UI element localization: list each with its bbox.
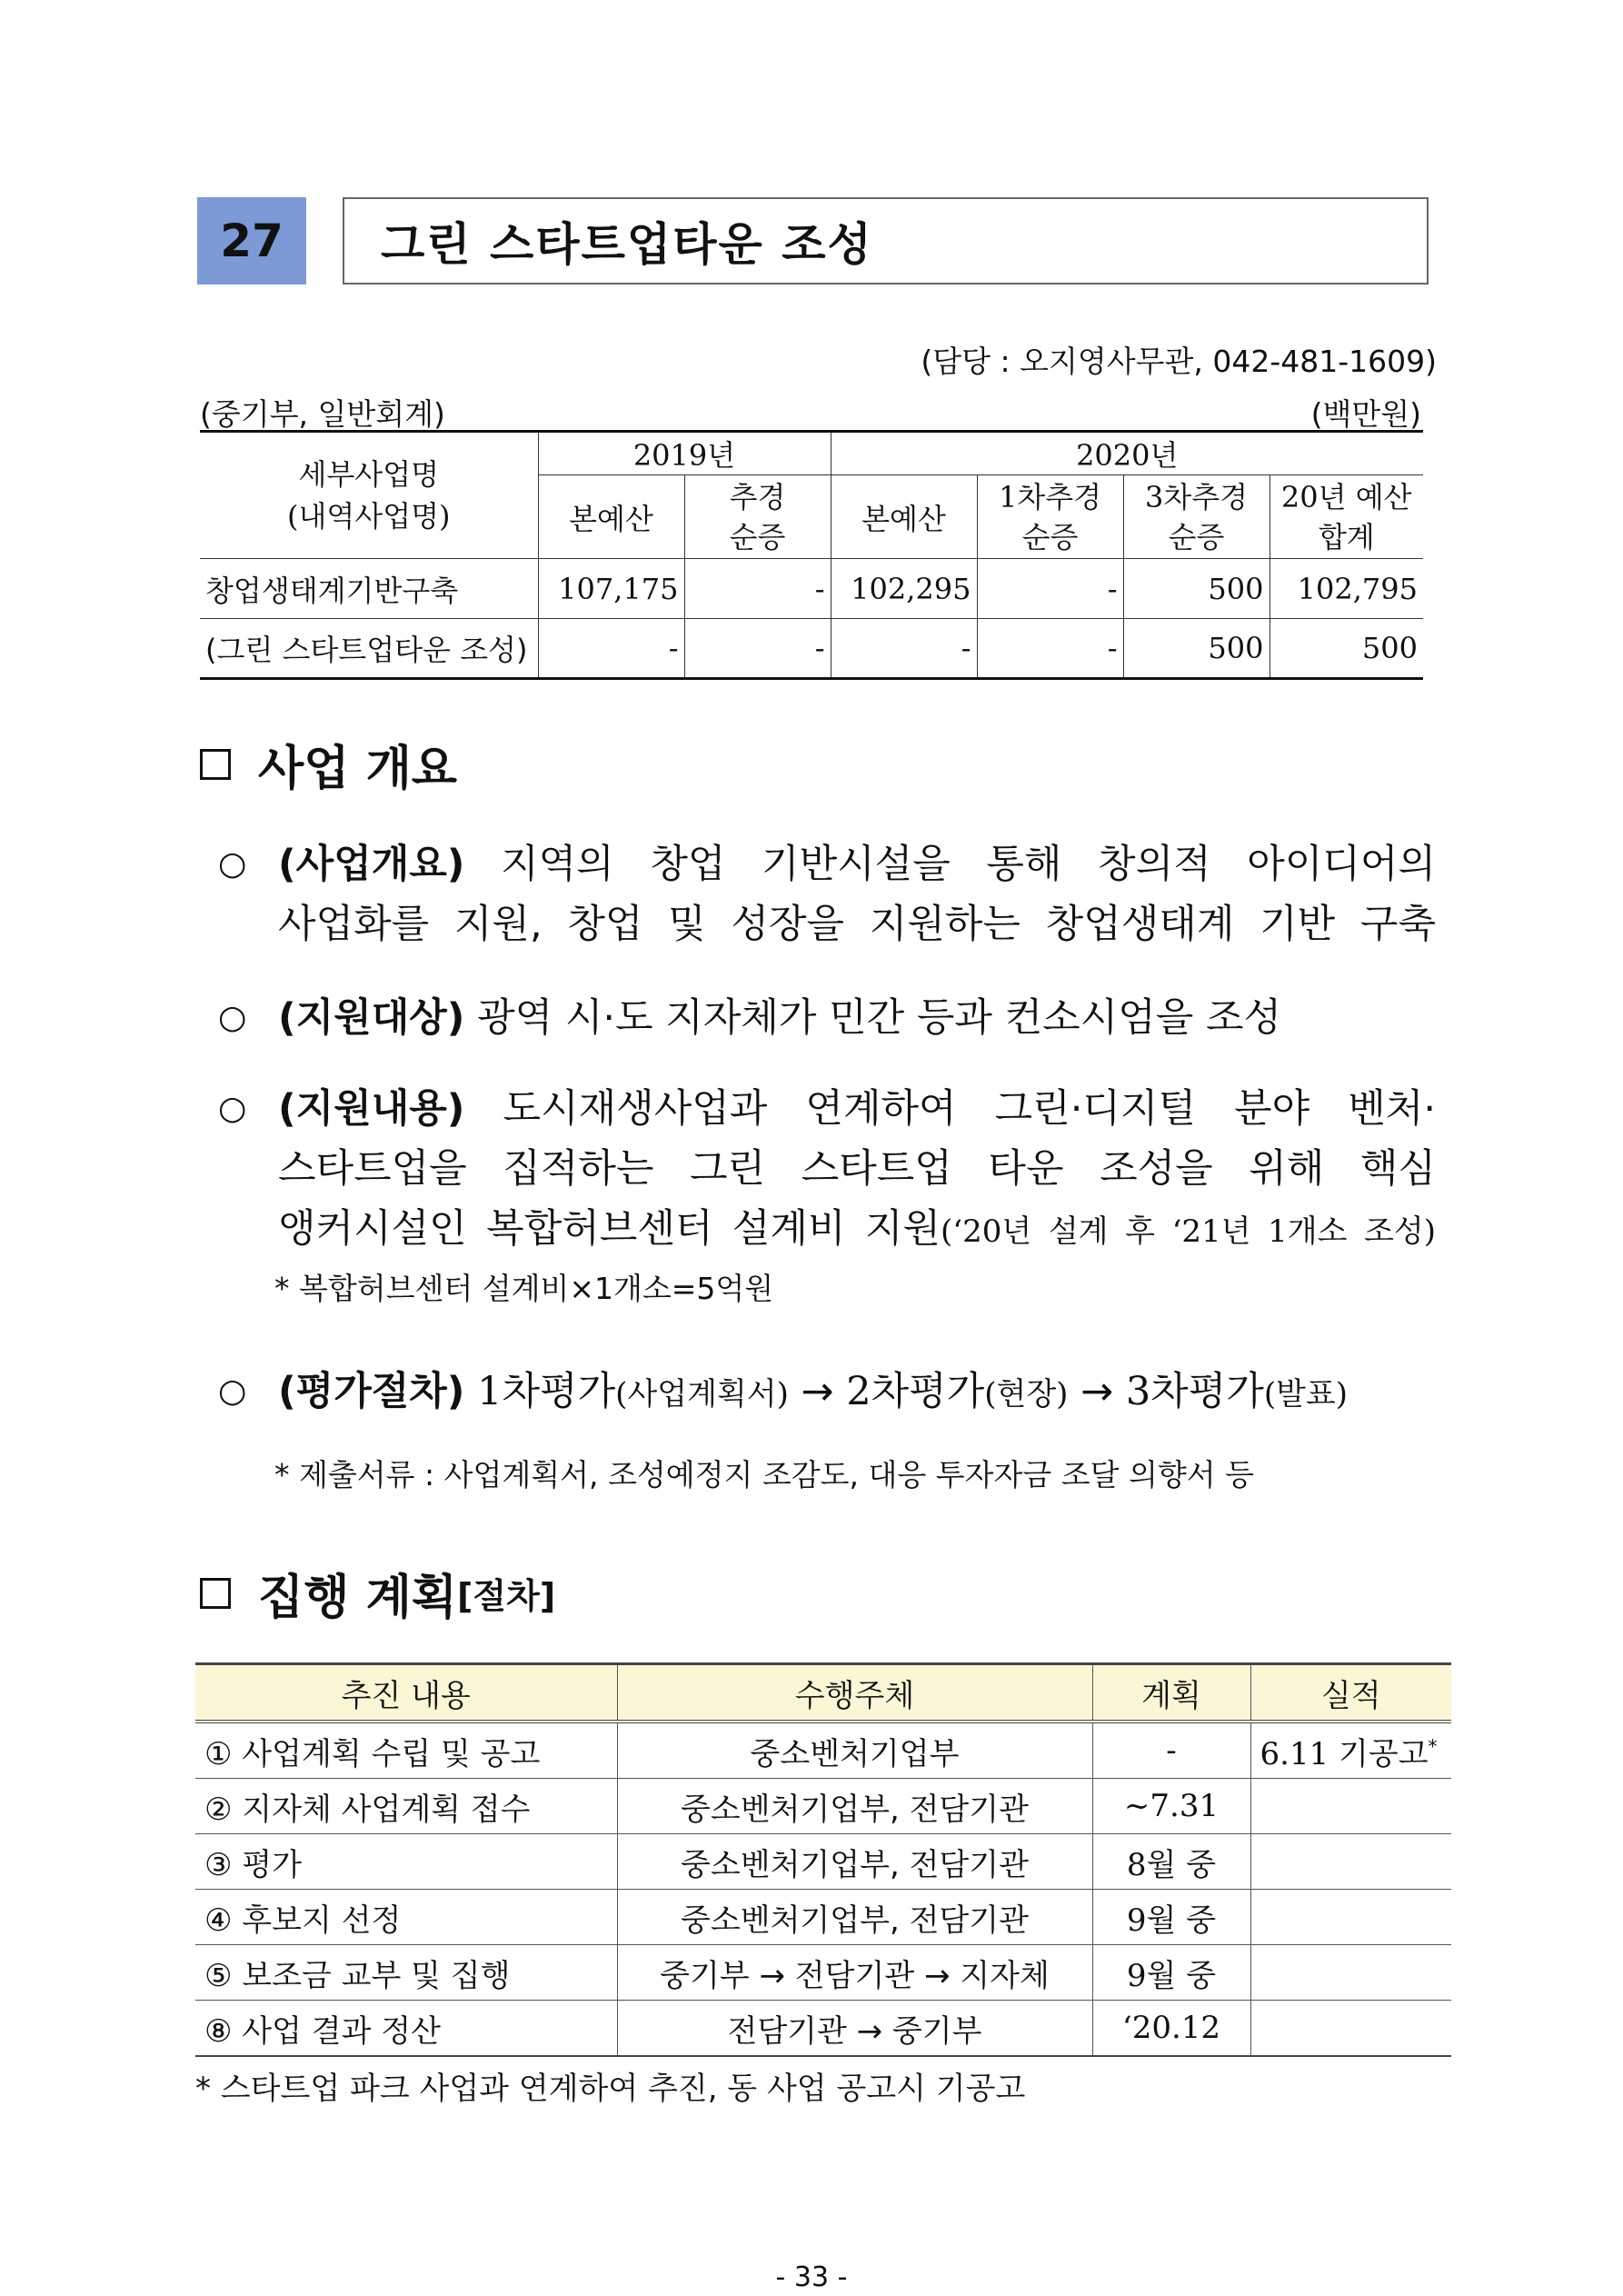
column-header: 수행주체 (617, 1664, 1092, 1722)
plan-agent: 중소벤처기업부, 전담기관 (617, 1779, 1092, 1834)
budget-header-c2-line1: 추경 (729, 479, 786, 514)
budget-header-c4-line2: 순증 (1021, 519, 1079, 554)
plan-schedule: - (1092, 1722, 1250, 1779)
bullet-item (218, 1079, 1436, 1262)
bullet-item (218, 834, 1436, 954)
budget-header-2019: 2019년 (538, 432, 831, 475)
budget-header-c2 (684, 475, 831, 559)
plan-result-text: 6.11 기공고 (1260, 1735, 1429, 1772)
budget-cell: 107,175 (538, 559, 684, 619)
plan-agent: 중소벤처기업부, 전담기관 (617, 1834, 1092, 1890)
circle-bullet-icon: ○ (218, 1090, 247, 1127)
plan-table (195, 1662, 1451, 2057)
note-text: * 제출서류 : 사업계획서, 조성예정지 조감도, 대응 투자자금 조달 의향서 등 (274, 1457, 1254, 1492)
plan-agent: 중기부 → 전담기관 → 지자체 (617, 1945, 1092, 2001)
contact-info: (담당 : 오지영사무관, 042-481-1609) (921, 344, 1437, 379)
budget-header-2020: 2020년 (831, 432, 1423, 475)
section-number: 27 (197, 197, 306, 285)
budget-cell: 102,795 (1270, 559, 1423, 619)
circle-bullet-icon: ○ (218, 845, 247, 883)
budget-cell: - (684, 619, 831, 679)
budget-cell: - (977, 559, 1123, 619)
budget-header-c6 (1270, 475, 1423, 559)
budget-source-note: (중기부, 일반회계) (200, 396, 445, 432)
plan-content: ① 사업계획 수립 및 공고 (195, 1722, 617, 1779)
plan-content: ⑤ 보조금 교부 및 집행 (195, 1945, 617, 2001)
budget-header-name-line2: (내역사업명) (286, 499, 451, 534)
budget-header-c3: 본예산 (831, 475, 977, 559)
plan-agent: 중소벤처기업부, 전담기관 (617, 1890, 1092, 1945)
budget-unit-note: (백만원) (1310, 396, 1421, 432)
table-row (195, 1722, 1451, 1779)
bullet-text: 지역의 창업 기반시설을 통해 창의적 아이디어의 (464, 842, 1436, 887)
step-subtext: (사업계획서) (615, 1376, 789, 1413)
arrow-right-icon: → (1080, 1369, 1114, 1414)
bullet-label: (지원대상) (278, 995, 465, 1041)
budget-cell: - (831, 619, 977, 679)
table-row (200, 619, 1423, 679)
plan-content: ③ 평가 (195, 1834, 617, 1890)
checkbox-square-icon (200, 1578, 231, 1609)
page-title: 그린 스타트업타운 조성 (343, 197, 1429, 285)
column-header: 실적 (1250, 1664, 1451, 1722)
arrow-right-icon: → (801, 1369, 834, 1414)
plan-schedule: ‘20.12 (1092, 2001, 1250, 2057)
plan-schedule: 8월 중 (1092, 1834, 1250, 1890)
bullet-body (278, 834, 1436, 894)
budget-row-name: (그린 스타트업타운 조성) (200, 619, 538, 679)
plan-result (1250, 2001, 1451, 2057)
table-row (200, 559, 1423, 619)
bullet-body (278, 1362, 1436, 1424)
circle-bullet-icon: ○ (218, 999, 247, 1036)
step-text: 2차평가 (846, 1369, 985, 1414)
budget-cell: 102,295 (831, 559, 977, 619)
budget-row-name: 창업생태계기반구축 (200, 559, 538, 619)
plan-schedule: 9월 중 (1092, 1890, 1250, 1945)
bullet-text: 도시재생사업과 연계하여 그린·디지털 분야 벤처· (464, 1086, 1436, 1132)
step-subtext: (발표) (1263, 1376, 1349, 1413)
footnote-mark: * (1428, 1735, 1438, 1758)
plan-result (1250, 1834, 1451, 1890)
section-heading-text: 사업 개요 (258, 742, 458, 796)
budget-header-c1: 본예산 (538, 475, 684, 559)
bullet-label: (사업개요) (278, 842, 465, 887)
bullet-body (278, 988, 1436, 1048)
plan-result (1250, 1779, 1451, 1834)
table-row (195, 1779, 1451, 1834)
budget-cell: - (538, 619, 684, 679)
section-heading-text: 집행 계획 (258, 1571, 458, 1625)
table-row (195, 1834, 1451, 1890)
budget-header-name (200, 432, 538, 559)
table-footnote: * 스타트업 파크 사업과 연계하여 추진, 동 사업 공고시 기공고 (195, 2071, 1026, 2107)
budget-cell: 500 (1123, 559, 1270, 619)
budget-cell: 500 (1123, 619, 1270, 679)
bullet-text: 광역 시·도 지자체가 민간 등과 컨소시엄을 조성 (464, 995, 1282, 1041)
plan-content: ④ 후보지 선정 (195, 1890, 617, 1945)
plan-agent: 전담기관 → 중기부 (617, 2001, 1092, 2057)
plan-content: ⑧ 사업 결과 정산 (195, 2001, 617, 2057)
budget-header-c5-line1: 3차추경 (1144, 479, 1249, 514)
plan-result (1250, 1722, 1451, 1779)
table-row (195, 1890, 1451, 1945)
budget-header-c5 (1123, 475, 1270, 559)
bullet-text: 앵커시설인 복합허브센터 설계비 지원 (278, 1206, 941, 1252)
plan-result (1250, 1945, 1451, 2001)
plan-schedule: 9월 중 (1092, 1945, 1250, 2001)
bullet-label: (지원내용) (278, 1086, 465, 1132)
budget-header-name-line1: 세부사업명 (298, 457, 440, 492)
table-row (195, 1945, 1451, 2001)
budget-cell: - (977, 619, 1123, 679)
budget-cell: - (684, 559, 831, 619)
section-heading-plan (200, 1559, 555, 1627)
table-header-row (195, 1664, 1451, 1722)
bullet-text-line2: 스타트업을 집적하는 그린 스타트업 타운 조성을 위해 핵심 (278, 1146, 1436, 1192)
budget-header-c6-line1: 20년 예산 (1280, 479, 1412, 514)
circle-bullet-icon: ○ (218, 1373, 247, 1410)
page-number: - 33 - (775, 2261, 848, 2293)
budget-header-c4-line1: 1차추경 (998, 479, 1102, 514)
section-heading-overview (200, 730, 457, 798)
step-text: 3차평가 (1125, 1369, 1264, 1414)
plan-schedule: ~7.31 (1092, 1779, 1250, 1834)
column-header: 추진 내용 (195, 1664, 617, 1722)
bullet-item (218, 1362, 1436, 1424)
budget-table (200, 430, 1423, 680)
column-header: 계획 (1092, 1664, 1250, 1722)
section-heading-sub: [절차] (457, 1576, 556, 1616)
bullet-text-line2: 사업화를 지원, 창업 및 성장을 지원하는 창업생태계 기반 구축 (278, 902, 1436, 947)
table-row (195, 2001, 1451, 2057)
plan-agent: 중소벤처기업부 (617, 1722, 1092, 1779)
step-text: 1차평가 (477, 1369, 616, 1414)
bullet-item (218, 988, 1436, 1048)
budget-header-c4 (977, 475, 1123, 559)
budget-header-c2-line2: 순증 (729, 519, 786, 554)
budget-header-c6-line2: 합계 (1318, 519, 1375, 554)
checkbox-square-icon (200, 749, 231, 780)
plan-content: ② 지자체 사업계획 접수 (195, 1779, 617, 1834)
budget-header-c5-line2: 순증 (1168, 519, 1225, 554)
note-text: * 복합허브센터 설계비×1개소=5억원 (274, 1271, 774, 1306)
bullet-body (278, 1079, 1436, 1139)
bullet-label: (평가절차) (278, 1369, 465, 1414)
bullet-subtext: (‘20년 설계 후 ‘21년 1개소 조성) (941, 1213, 1436, 1250)
step-subtext: (현장) (984, 1376, 1069, 1413)
plan-result (1250, 1890, 1451, 1945)
bullet-text-line3 (278, 1199, 1436, 1262)
budget-cell: 500 (1270, 619, 1423, 679)
